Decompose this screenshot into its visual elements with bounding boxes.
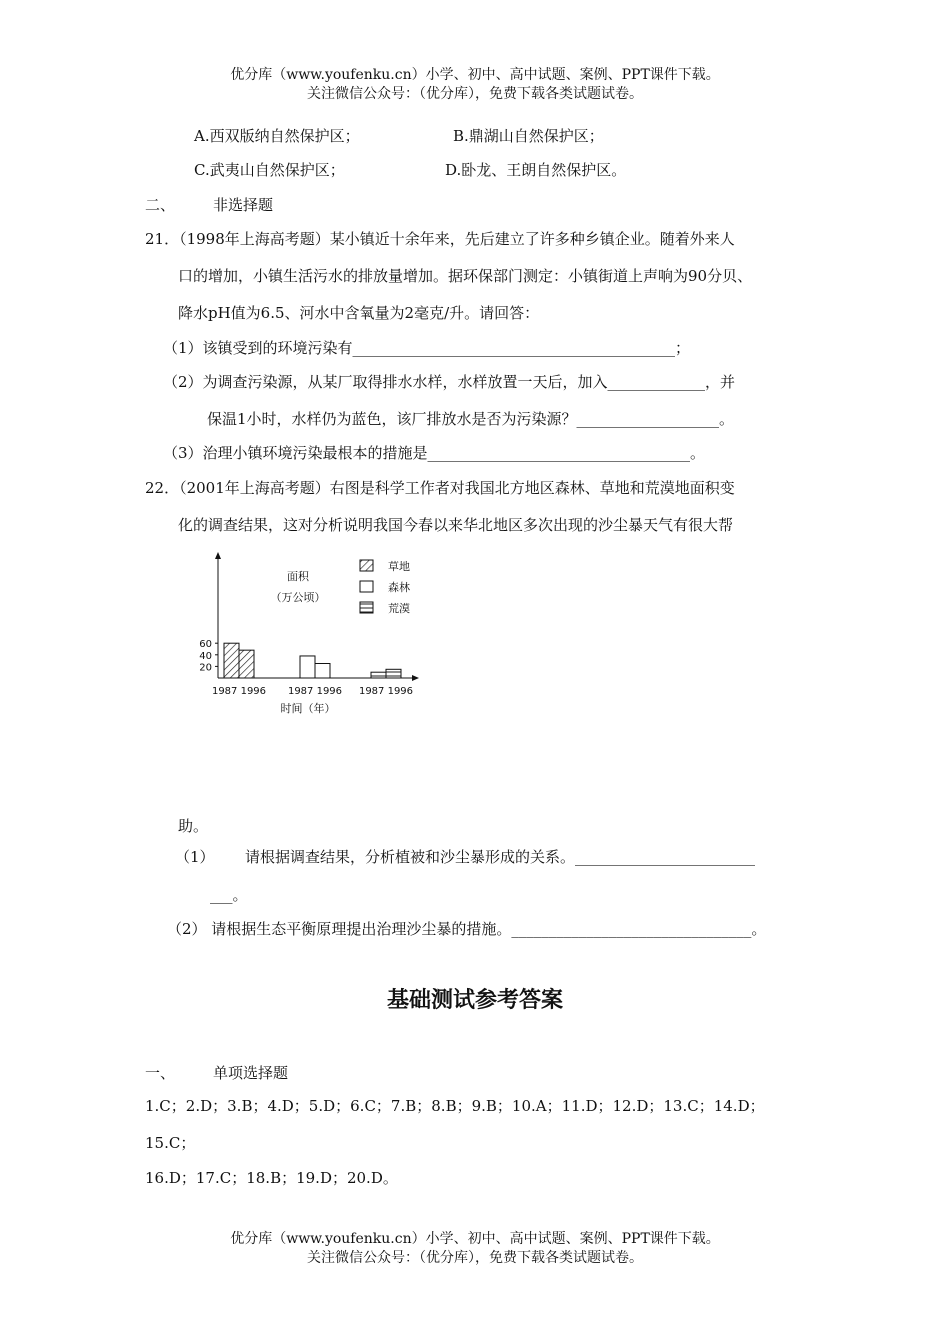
area-change-chart: [188, 550, 428, 725]
section2-title: 非选择题: [213, 196, 274, 214]
q22-line-3: 助。: [178, 817, 209, 835]
answer-line-2: 15.C；: [145, 1134, 196, 1152]
q22-line-1: 22．（2001年上海高考题）右图是科学工作者对我国北方地区森林、草地和荒漠地面积变: [145, 479, 735, 497]
header-line-2: 关注微信公众号：（优分库），免费下载各类试题试卷。: [307, 86, 643, 102]
chart-ylabel-line1: 面积: [287, 570, 309, 583]
q22-part-1: 请根据调查结果，分析植被和沙尘暴形成的关系。________________________: [245, 848, 756, 866]
chart-legend: [360, 559, 410, 615]
legend-label: 草地: [388, 560, 410, 573]
q21-part-2a: （2）为调查污染源，从某厂取得排水水样，水样放置一天后，加入_____________，并: [163, 373, 736, 391]
chart-x-tick-label: 1987 1996: [358, 686, 414, 697]
legend-swatch: [360, 581, 373, 592]
q21-line-3: 降水pH值为6.5、河水中含氧量为2毫克/升。请回答：: [178, 304, 540, 322]
answer-section1-title: 单项选择题: [213, 1064, 289, 1082]
chart-ylabel-line2: （万公顷）: [270, 591, 326, 604]
answer-title: 基础测试参考答案: [386, 988, 563, 1013]
q22-part-2: （2） 请根据生态平衡原理提出治理沙尘暴的措施。________________________________。: [167, 920, 767, 938]
answer-line-1: 1.C；2.D；3.B；4.D；5.D；6.C；7.B；8.B；9.B；10.A；11.D；12.D；13.C；14.D；: [145, 1097, 765, 1115]
answer-line-3: 16.D；17.C；18.B；19.D；20.D。: [145, 1169, 398, 1187]
legend-label: 荒漠: [388, 602, 410, 615]
section2-number: 二、: [145, 196, 176, 214]
chart-bar: [239, 650, 254, 678]
chart-y-arrow: [215, 552, 221, 559]
q21-line-1: 21．（1998年上海高考题）某小镇近十余年来，先后建立了许多种乡镇企业。随着外来人: [145, 230, 735, 248]
option-b: B.鼎湖山自然保护区；: [453, 127, 604, 145]
q22-part-1-number: （1）: [175, 848, 215, 866]
q21-part-3: （3）治理小镇环境污染最根本的措施是___________________________________。: [163, 444, 706, 462]
option-a: A.西双版纳自然保护区；: [194, 127, 360, 145]
footer-line-1: 优分库（www.youfenku.cn）小学、初中、高中试题、案例、PPT课件下载。: [230, 1231, 720, 1247]
option-c: C.武夷山自然保护区；: [194, 161, 345, 179]
q21-part-1: （1）该镇受到的环境污染有___________________________________________；: [163, 339, 691, 357]
chart-bar: [300, 656, 315, 678]
q21-part-2b: 保温1小时，水样仍为蓝色，该厂排放水是否为污染源？___________________。: [207, 410, 735, 428]
chart-bars: [224, 643, 401, 678]
chart-y-tick-label: 40: [199, 650, 212, 662]
q22-part-1-cont: ___。: [210, 886, 248, 904]
chart-xlabel: 时间（年）: [280, 702, 336, 715]
answer-section1-number: 一、: [145, 1064, 176, 1082]
chart-y-tick-label: 20: [199, 662, 212, 674]
option-d: D.卧龙、王朗自然保护区。: [445, 161, 627, 179]
chart-bar: [371, 672, 386, 678]
chart-x-tick-label: 1987 1996: [211, 686, 267, 697]
chart-y-tick-label: 60: [199, 639, 212, 651]
footer-line-2: 关注微信公众号：（优分库），免费下载各类试题试卷。: [307, 1250, 643, 1266]
chart-bar: [386, 669, 401, 678]
chart-x-tick-label: 1987 1996: [287, 686, 343, 697]
q22-line-2: 化的调查结果，这对分析说明我国今春以来华北地区多次出现的沙尘暴天气有很大帮: [178, 516, 734, 534]
header-line-1: 优分库（www.youfenku.cn）小学、初中、高中试题、案例、PPT课件下载。: [230, 67, 720, 83]
q21-line-2: 口的增加，小镇生活污水的排放量增加。据环保部门测定：小镇街道上声响为90分贝、: [178, 267, 753, 285]
chart-x-arrow: [412, 675, 419, 681]
legend-swatch: [360, 560, 373, 571]
chart-bar: [224, 643, 239, 678]
legend-swatch: [360, 602, 373, 613]
legend-label: 森林: [388, 581, 410, 594]
chart-bar: [315, 664, 330, 679]
